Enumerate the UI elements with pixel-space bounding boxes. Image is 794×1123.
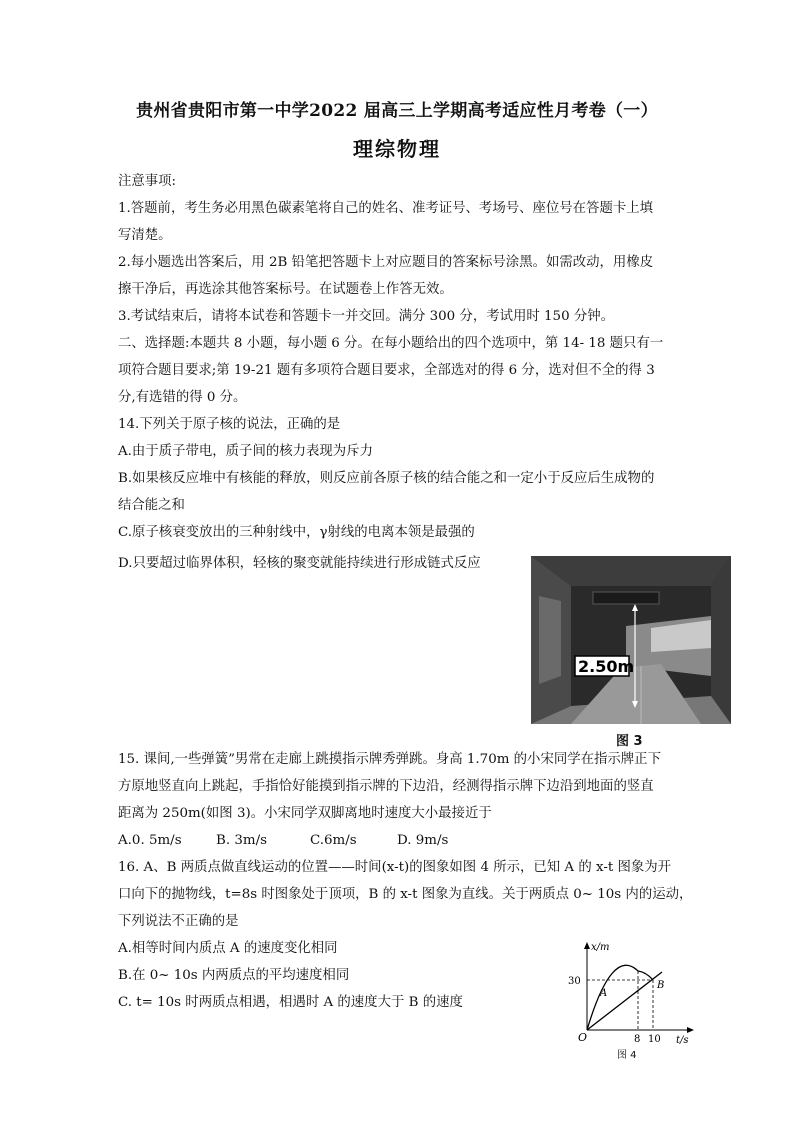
- subject-title: 理综物理: [353, 137, 441, 161]
- q14-option-d: D.只要超过临界体积，轻核的聚变就能持续进行形成链式反应: [118, 556, 481, 571]
- q15-option-c: C.6m/s: [310, 833, 357, 848]
- notice-line: 写清楚。: [118, 228, 172, 243]
- q14-option-a: A.由于质子带电，质子间的核力表现为斥力: [118, 444, 373, 459]
- q16-line: 口向下的抛物线，t=8s 时图象处于顶项，B 的 x-t 图象为直线。关于两质点 0~ 10s 内的运动，: [118, 887, 693, 902]
- q16-option-a: A.相等时间内质点 A 的速度变化相同: [118, 941, 338, 956]
- notice-line: 1.答题前，考生务必用黑色碳素笔将自己的姓名、准考证号、考场号、座位号在答题卡上填: [118, 201, 654, 216]
- q16-option-c: C. t= 10s 时两质点相遇，相遇时 A 的速度大于 B 的速度: [118, 995, 463, 1010]
- x-axis-label: t/s: [676, 1035, 689, 1046]
- q15-option-d: D. 9m/s: [397, 833, 449, 848]
- x-tick-10: 10: [648, 1034, 661, 1045]
- figure4-caption: 图 4: [617, 1050, 637, 1061]
- curve-a-label: A: [600, 988, 608, 999]
- xt-graph: [562, 938, 702, 1048]
- section-line: 二、选择题:本题共 8 小题，每小题 6 分。在每小题给出的四个选项中，第 14- 18 题只有一: [118, 336, 664, 351]
- q15-option-a: A.0. 5m/s: [118, 833, 182, 848]
- y-tick-30: 30: [568, 976, 581, 987]
- q15-line: 距离为 250m(如图 3)。小宋同学双脚离地时速度大小最接近于: [118, 806, 492, 821]
- origin-label: O: [578, 1031, 588, 1044]
- y-axis-label: x/m: [591, 942, 610, 953]
- section-line: 分,有选错的得 0 分。: [118, 390, 247, 405]
- q16-line: 16. A、B 两质点做直线运动的位置——时间(x-t)的图象如图 4 所示，已知 A 的 x-t 图象为开: [118, 860, 672, 875]
- height-label: 2.50m: [578, 657, 635, 676]
- notice-heading: 注意事项:: [118, 174, 177, 189]
- q16-line: 下列说法不正确的是: [118, 914, 239, 929]
- q14-option-c: C.原子核衰变放出的三种射线中，γ射线的电离本领是最强的: [118, 525, 475, 540]
- notice-line: 擦干净后，再选涂其他答案标号。在试题卷上作答无效。: [118, 282, 453, 297]
- q15-line: 方原地竖直向上跳起，手指恰好能摸到指示牌的下边沿，经测得指示牌下边沿到地面的竖直: [118, 779, 654, 794]
- line-b-label: B: [657, 980, 665, 991]
- q15-line: 15. 课间,一些弹簧”男常在走廊上跳摸指示牌秀弹跳。身高 1.70m 的小宋同学在指示牌正下: [118, 752, 661, 767]
- q15-option-b: B. 3m/s: [216, 833, 267, 848]
- notice-line: 2.每小题选出答案后，用 2B 铅笔把答题卡上对应题目的答案标号涂黑。如需改动，用橡皮: [118, 255, 654, 270]
- exam-title: 贵州省贵阳市第一中学2022 届高三上学期高考适应性月考卷（一）: [136, 101, 658, 121]
- q14-option-b: B.如果核反应堆中有核能的释放，则反应前各原子核的结合能之和一定小于反应后生成物的: [118, 471, 655, 486]
- figure3-caption: 图 3: [616, 734, 643, 749]
- corridor-photo: [531, 556, 731, 724]
- notice-line: 3.考试结束后，请将本试卷和答题卡一并交回。满分 300 分，考试用时 150 分钟。: [118, 309, 615, 324]
- x-tick-8: 8: [634, 1034, 641, 1045]
- q14-option-b-cont: 结合能之和: [118, 498, 185, 513]
- section-line: 项符合题目要求;第 19-21 题有多项符合题目要求，全部选对的得 6 分，选对但不全的得 3: [118, 363, 655, 378]
- q14-stem: 14.下列关于原子核的说法，正确的是: [118, 417, 341, 432]
- q16-option-b: B.在 0~ 10s 内两质点的平均速度相同: [118, 968, 350, 983]
